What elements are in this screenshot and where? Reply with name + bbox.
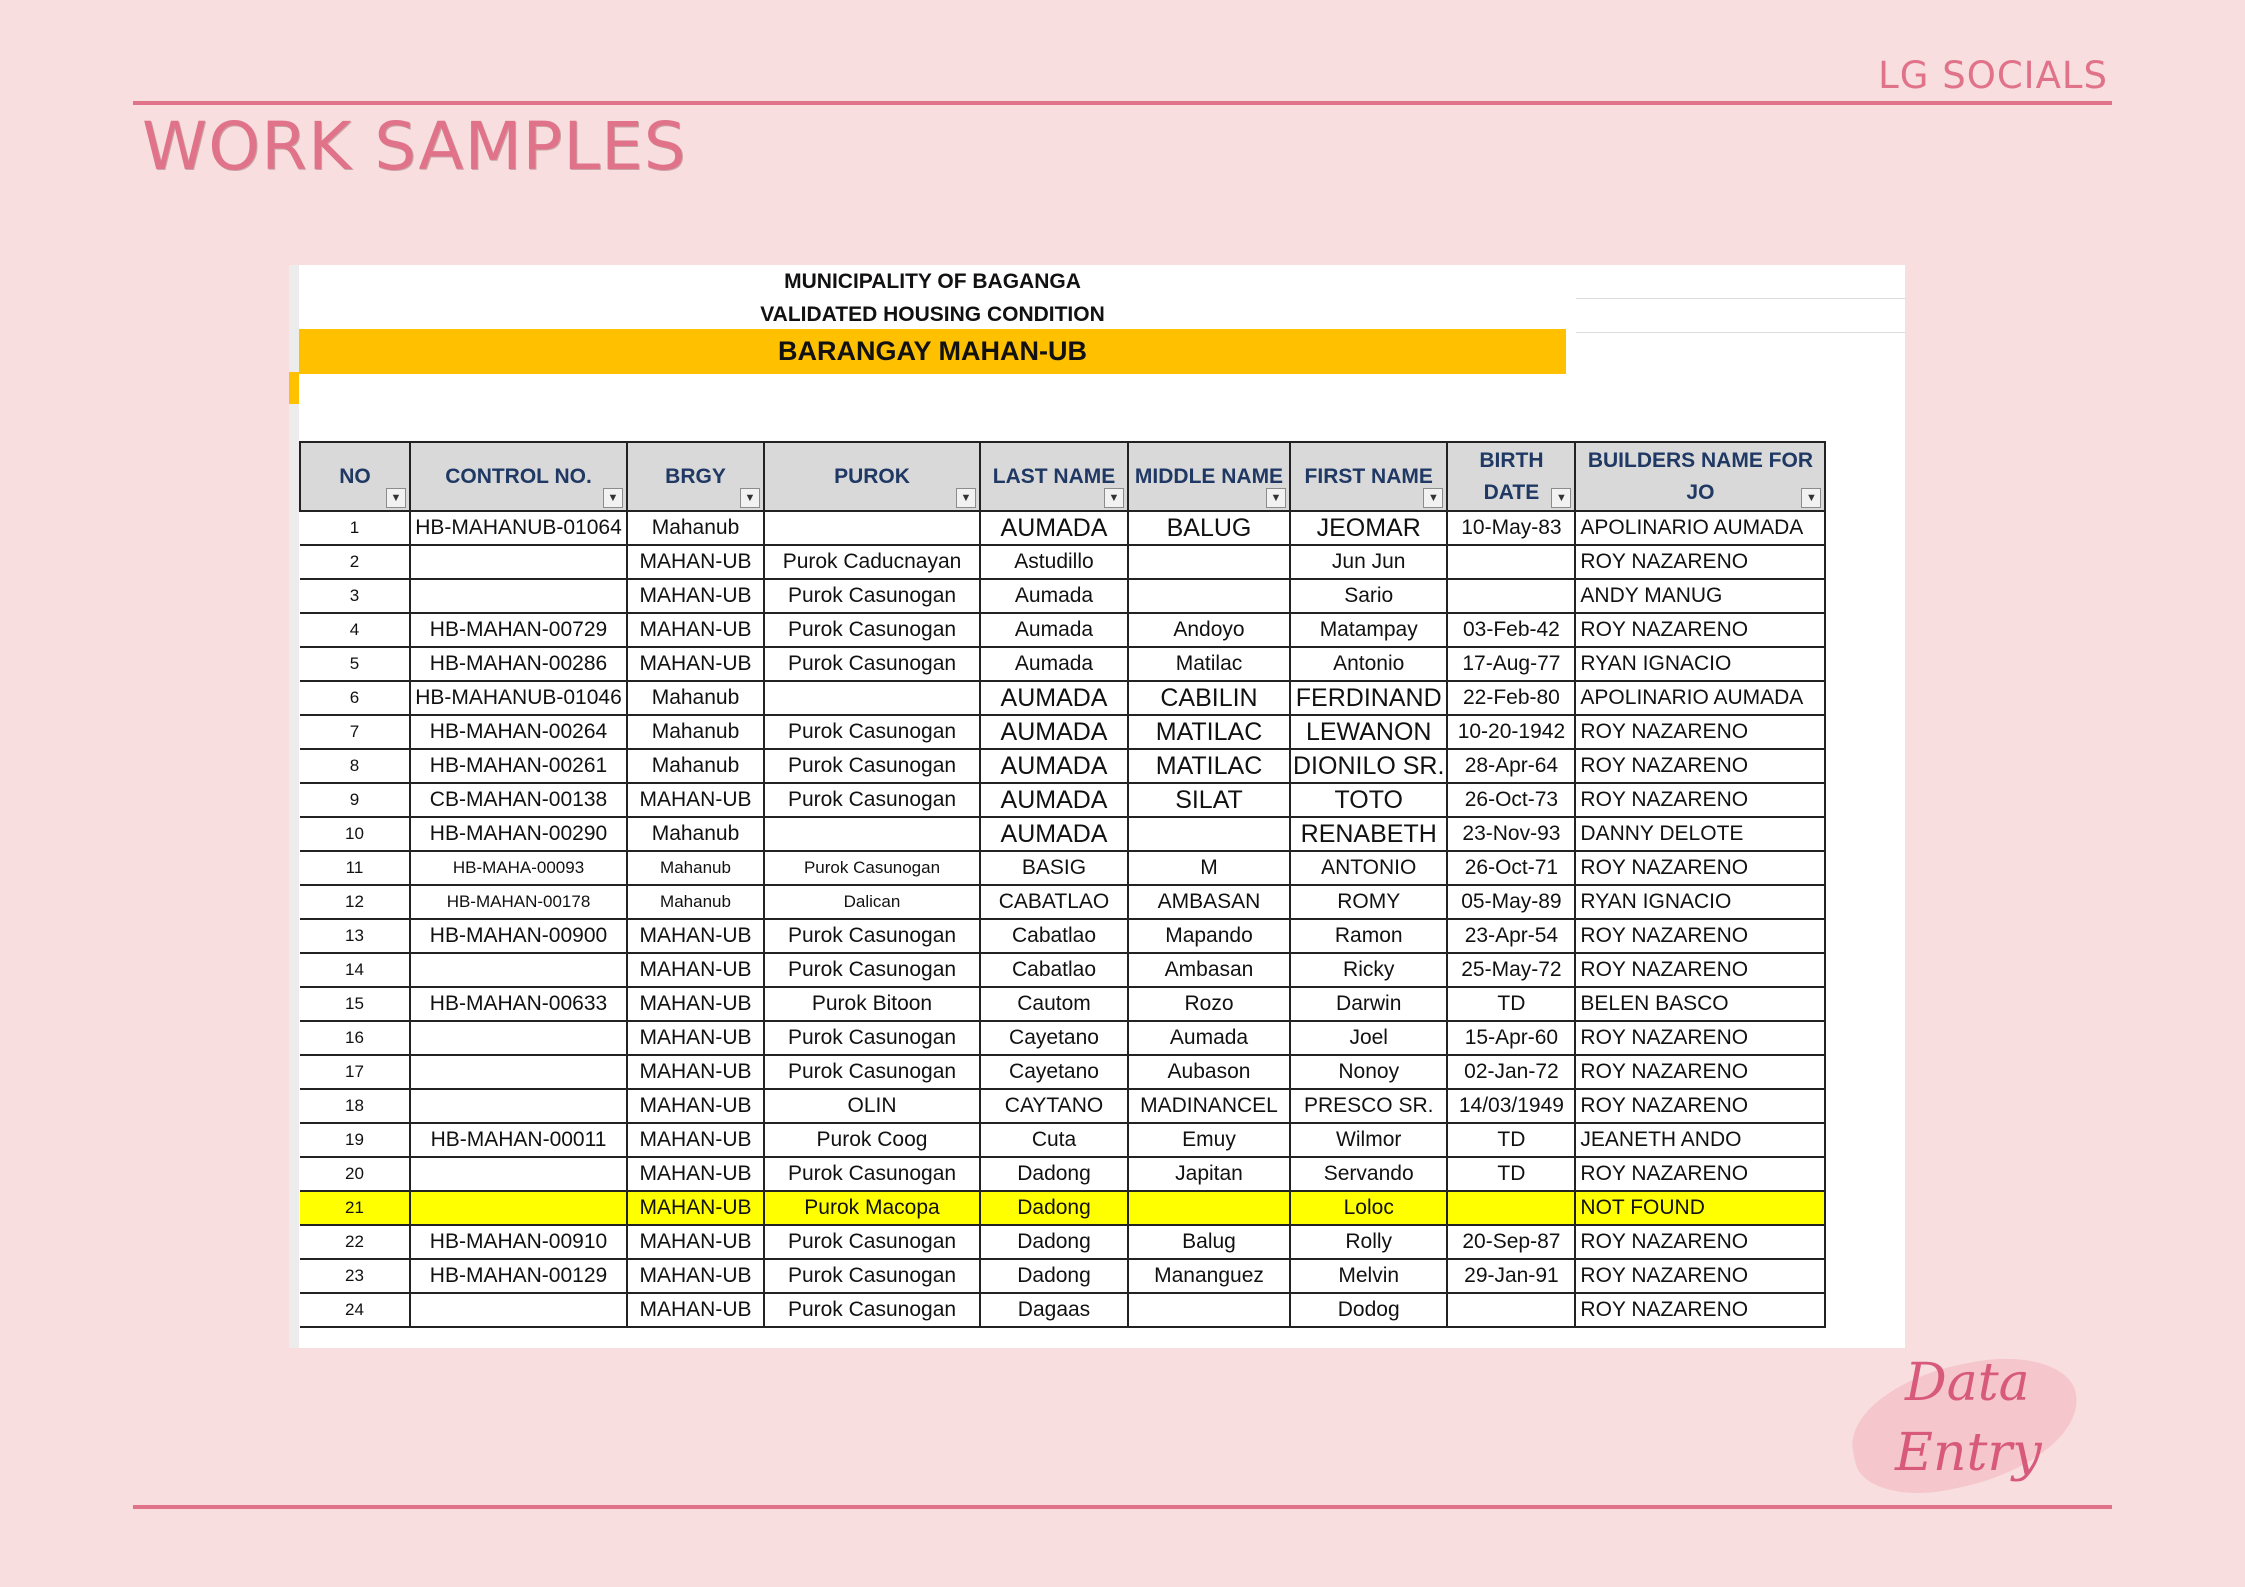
cell-no[interactable]: 3 — [300, 579, 410, 613]
cell-builder[interactable]: ROY NAZARENO — [1575, 1089, 1825, 1123]
cell-birth-date[interactable]: 14/03/1949 — [1447, 1089, 1575, 1123]
cell-no[interactable]: 23 — [300, 1259, 410, 1293]
cell-builder[interactable]: APOLINARIO AUMADA — [1575, 511, 1825, 545]
cell-last-name[interactable]: Astudillo — [980, 545, 1128, 579]
cell-brgy[interactable]: MAHAN-UB — [627, 579, 764, 613]
cell-builder[interactable]: ROY NAZARENO — [1575, 1293, 1825, 1327]
cell-control-no[interactable] — [410, 1089, 627, 1123]
cell-brgy[interactable]: MAHAN-UB — [627, 1259, 764, 1293]
housing-table — [299, 441, 1826, 1328]
cell-last-name[interactable]: Dadong — [980, 1191, 1128, 1225]
cell-purok[interactable]: Purok Caducnayan — [764, 545, 980, 579]
cell-birth-date[interactable] — [1447, 545, 1575, 579]
cell-control-no[interactable] — [410, 1157, 627, 1191]
table-row — [300, 1293, 1825, 1327]
cell-first-name[interactable]: Melvin — [1290, 1259, 1447, 1293]
top-divider — [133, 101, 2112, 105]
column-header-label: BIRTH DATE — [1479, 448, 1544, 504]
cell-birth-date[interactable]: 10-May-83 — [1447, 511, 1575, 545]
cell-last-name[interactable]: Cayetano — [980, 1021, 1128, 1055]
cell-builder[interactable]: ROY NAZARENO — [1575, 1157, 1825, 1191]
cell-middle-name[interactable]: CABILIN — [1128, 681, 1290, 715]
cell-control-no[interactable]: HB-MAHAN-00900 — [410, 919, 627, 953]
stamp-word-entry: Entry — [1895, 1423, 2042, 1483]
cell-builder[interactable]: ROY NAZARENO — [1575, 715, 1825, 749]
cell-last-name[interactable]: Cabatlao — [980, 919, 1128, 953]
cell-no[interactable]: 15 — [300, 987, 410, 1021]
cell-birth-date[interactable]: 29-Jan-91 — [1447, 1259, 1575, 1293]
cell-middle-name[interactable] — [1128, 579, 1290, 613]
cell-no[interactable]: 1 — [300, 511, 410, 545]
cell-first-name[interactable]: PRESCO SR. — [1290, 1089, 1447, 1123]
cell-first-name[interactable]: Matampay — [1290, 613, 1447, 647]
cell-first-name[interactable]: Nonoy — [1290, 1055, 1447, 1089]
cell-no[interactable]: 8 — [300, 749, 410, 783]
cell-first-name[interactable]: Jun Jun — [1290, 545, 1447, 579]
column-header-label: CONTROL NO. — [445, 464, 592, 488]
cell-middle-name[interactable]: Japitan — [1128, 1157, 1290, 1191]
cell-first-name[interactable]: FERDINAND — [1290, 681, 1447, 715]
cell-builder[interactable]: ROY NAZARENO — [1575, 851, 1825, 885]
cell-middle-name[interactable]: M — [1128, 851, 1290, 885]
cell-birth-date[interactable]: 03-Feb-42 — [1447, 613, 1575, 647]
cell-last-name[interactable]: Aumada — [980, 647, 1128, 681]
cell-brgy[interactable]: Mahanub — [627, 749, 764, 783]
cell-birth-date[interactable]: 02-Jan-72 — [1447, 1055, 1575, 1089]
cell-control-no[interactable]: HB-MAHANUB-01046 — [410, 681, 627, 715]
column-header-control-no — [410, 442, 627, 511]
column-header-label: NO — [339, 464, 371, 488]
cell-purok[interactable]: Purok Casunogan — [764, 1259, 980, 1293]
table-row — [300, 919, 1825, 953]
cell-no[interactable]: 13 — [300, 919, 410, 953]
cell-first-name[interactable]: LEWANON — [1290, 715, 1447, 749]
cell-first-name[interactable]: DIONILO SR. — [1290, 749, 1447, 783]
cell-no[interactable]: 21 — [300, 1191, 410, 1225]
cell-birth-date[interactable]: 28-Apr-64 — [1447, 749, 1575, 783]
cell-control-no[interactable]: HB-MAHAN-00011 — [410, 1123, 627, 1157]
cell-no[interactable]: 7 — [300, 715, 410, 749]
cell-purok[interactable]: Purok Casunogan — [764, 953, 980, 987]
cell-purok[interactable]: Purok Bitoon — [764, 987, 980, 1021]
table-row — [300, 1191, 1825, 1225]
cell-control-no[interactable] — [410, 545, 627, 579]
cell-brgy[interactable]: Mahanub — [627, 885, 764, 919]
cell-purok[interactable] — [764, 817, 980, 851]
cell-last-name[interactable]: AUMADA — [980, 817, 1128, 851]
cell-control-no[interactable]: HB-MAHAN-00910 — [410, 1225, 627, 1259]
cell-purok[interactable]: Purok Casunogan — [764, 919, 980, 953]
cell-no[interactable]: 22 — [300, 1225, 410, 1259]
table-header-row — [300, 442, 1825, 511]
cell-control-no[interactable]: HB-MAHANUB-01064 — [410, 511, 627, 545]
cell-last-name[interactable]: Dadong — [980, 1259, 1128, 1293]
cell-control-no[interactable]: HB-MAHAN-00286 — [410, 647, 627, 681]
cell-builder[interactable]: ROY NAZARENO — [1575, 749, 1825, 783]
cell-no[interactable]: 2 — [300, 545, 410, 579]
column-header-brgy — [627, 442, 764, 511]
table-row — [300, 579, 1825, 613]
cell-last-name[interactable]: BASIG — [980, 851, 1128, 885]
table-row — [300, 817, 1825, 851]
table-row — [300, 851, 1825, 885]
cell-brgy[interactable]: Mahanub — [627, 851, 764, 885]
cell-no[interactable]: 11 — [300, 851, 410, 885]
cell-birth-date[interactable]: 20-Sep-87 — [1447, 1225, 1575, 1259]
table-row — [300, 1123, 1825, 1157]
cell-first-name[interactable]: Darwin — [1290, 987, 1447, 1021]
cell-no[interactable]: 16 — [300, 1021, 410, 1055]
cell-gridline — [1576, 332, 1905, 333]
sheet-title-report: VALIDATED HOUSING CONDITION — [760, 303, 1105, 326]
cell-no[interactable]: 12 — [300, 885, 410, 919]
table-row — [300, 1225, 1825, 1259]
column-header-label: PUROK — [834, 464, 910, 488]
filter-dropdown-icon[interactable]: ▼ — [956, 488, 976, 508]
cell-control-no[interactable] — [410, 1055, 627, 1089]
filter-dropdown-icon[interactable]: ▼ — [386, 488, 406, 508]
cell-middle-name[interactable]: Balug — [1128, 1225, 1290, 1259]
spreadsheet-screenshot — [289, 265, 1905, 1348]
cell-birth-date[interactable]: 23-Apr-54 — [1447, 919, 1575, 953]
cell-middle-name[interactable]: MADINANCEL — [1128, 1089, 1290, 1123]
filter-dropdown-icon[interactable]: ▼ — [1266, 488, 1286, 508]
cell-brgy[interactable]: Mahanub — [627, 715, 764, 749]
cell-brgy[interactable]: MAHAN-UB — [627, 647, 764, 681]
cell-brgy[interactable]: MAHAN-UB — [627, 953, 764, 987]
cell-last-name[interactable]: CABATLAO — [980, 885, 1128, 919]
cell-purok[interactable]: Purok Casunogan — [764, 749, 980, 783]
cell-birth-date[interactable]: 15-Apr-60 — [1447, 1021, 1575, 1055]
cell-last-name[interactable]: AUMADA — [980, 783, 1128, 817]
cell-gridline — [1576, 298, 1905, 299]
column-header-label: FIRST NAME — [1304, 464, 1433, 488]
cell-last-name[interactable]: AUMADA — [980, 749, 1128, 783]
cell-birth-date[interactable] — [1447, 579, 1575, 613]
stamp-word-data: Data — [1905, 1353, 2030, 1413]
cell-control-no[interactable] — [410, 1021, 627, 1055]
cell-middle-name[interactable]: Aumada — [1128, 1021, 1290, 1055]
cell-no[interactable]: 14 — [300, 953, 410, 987]
cell-first-name[interactable]: Ricky — [1290, 953, 1447, 987]
column-header-label: BRGY — [665, 464, 726, 488]
cell-birth-date[interactable]: TD — [1447, 1123, 1575, 1157]
cell-birth-date[interactable] — [1447, 1293, 1575, 1327]
cell-builder[interactable]: APOLINARIO AUMADA — [1575, 681, 1825, 715]
row-header-strip — [289, 265, 299, 1348]
cell-middle-name[interactable]: MATILAC — [1128, 715, 1290, 749]
table-row — [300, 545, 1825, 579]
cell-purok[interactable]: Purok Casunogan — [764, 647, 980, 681]
cell-last-name[interactable]: AUMADA — [980, 681, 1128, 715]
cell-purok[interactable]: Purok Casunogan — [764, 1021, 980, 1055]
cell-no[interactable]: 18 — [300, 1089, 410, 1123]
column-header-purok — [764, 442, 980, 511]
cell-middle-name[interactable]: Matilac — [1128, 647, 1290, 681]
cell-last-name[interactable]: CAYTANO — [980, 1089, 1128, 1123]
cell-brgy[interactable]: Mahanub — [627, 511, 764, 545]
cell-last-name[interactable]: Cabatlao — [980, 953, 1128, 987]
cell-no[interactable]: 24 — [300, 1293, 410, 1327]
cell-no[interactable]: 4 — [300, 613, 410, 647]
cell-brgy[interactable]: MAHAN-UB — [627, 783, 764, 817]
table-body — [300, 511, 1825, 1327]
cell-purok[interactable]: OLIN — [764, 1089, 980, 1123]
cell-brgy[interactable]: MAHAN-UB — [627, 1123, 764, 1157]
table-row — [300, 1259, 1825, 1293]
column-header-label: BUILDERS NAME FOR JO — [1587, 448, 1813, 504]
cell-first-name[interactable]: RENABETH — [1290, 817, 1447, 851]
cell-control-no[interactable] — [410, 953, 627, 987]
table-row — [300, 681, 1825, 715]
cell-builder[interactable]: ROY NAZARENO — [1575, 1259, 1825, 1293]
cell-no[interactable]: 10 — [300, 817, 410, 851]
column-header-label: LAST NAME — [992, 464, 1116, 488]
cell-brgy[interactable]: MAHAN-UB — [627, 613, 764, 647]
cell-builder[interactable]: ANDY MANUG — [1575, 579, 1825, 613]
cell-builder[interactable]: RYAN IGNACIO — [1575, 885, 1825, 919]
cell-first-name[interactable]: Loloc — [1290, 1191, 1447, 1225]
cell-middle-name[interactable]: MATILAC — [1128, 749, 1290, 783]
filter-dropdown-icon[interactable]: ▼ — [1423, 488, 1443, 508]
cell-middle-name[interactable] — [1128, 817, 1290, 851]
cell-last-name[interactable]: Cayetano — [980, 1055, 1128, 1089]
cell-control-no[interactable]: HB-MAHAN-00129 — [410, 1259, 627, 1293]
filter-dropdown-icon[interactable]: ▼ — [1801, 488, 1821, 508]
filter-dropdown-icon[interactable]: ▼ — [740, 488, 760, 508]
cell-first-name[interactable]: ANTONIO — [1290, 851, 1447, 885]
cell-purok[interactable]: Purok Casunogan — [764, 1225, 980, 1259]
cell-purok[interactable]: Purok Casunogan — [764, 783, 980, 817]
filter-dropdown-icon[interactable]: ▼ — [603, 488, 623, 508]
table-row — [300, 749, 1825, 783]
cell-first-name[interactable]: Dodog — [1290, 1293, 1447, 1327]
selected-row-marker — [289, 372, 299, 404]
cell-brgy[interactable]: MAHAN-UB — [627, 1191, 764, 1225]
cell-birth-date[interactable]: 23-Nov-93 — [1447, 817, 1575, 851]
cell-builder[interactable]: ROY NAZARENO — [1575, 1055, 1825, 1089]
cell-builder[interactable]: ROY NAZARENO — [1575, 783, 1825, 817]
cell-middle-name[interactable]: Rozo — [1128, 987, 1290, 1021]
cell-first-name[interactable]: Servando — [1290, 1157, 1447, 1191]
cell-builder[interactable]: ROY NAZARENO — [1575, 953, 1825, 987]
cell-last-name[interactable]: Aumada — [980, 613, 1128, 647]
cell-last-name[interactable]: Dagaas — [980, 1293, 1128, 1327]
cell-control-no[interactable]: HB-MAHAN-00633 — [410, 987, 627, 1021]
cell-middle-name[interactable]: Aubason — [1128, 1055, 1290, 1089]
cell-middle-name[interactable] — [1128, 1293, 1290, 1327]
column-header-first-name — [1290, 442, 1447, 511]
cell-builder[interactable]: RYAN IGNACIO — [1575, 647, 1825, 681]
filter-dropdown-icon[interactable]: ▼ — [1104, 488, 1124, 508]
table-row — [300, 613, 1825, 647]
cell-birth-date[interactable]: 26-Oct-73 — [1447, 783, 1575, 817]
table-row — [300, 953, 1825, 987]
cell-brgy[interactable]: MAHAN-UB — [627, 919, 764, 953]
table-row — [300, 1021, 1825, 1055]
cell-brgy[interactable]: Mahanub — [627, 681, 764, 715]
column-header-birth-date — [1447, 442, 1575, 511]
table-row — [300, 783, 1825, 817]
cell-brgy[interactable]: MAHAN-UB — [627, 987, 764, 1021]
table-row — [300, 715, 1825, 749]
cell-birth-date[interactable]: TD — [1447, 987, 1575, 1021]
cell-last-name[interactable]: AUMADA — [980, 715, 1128, 749]
cell-purok[interactable]: Purok Casunogan — [764, 579, 980, 613]
cell-no[interactable]: 17 — [300, 1055, 410, 1089]
cell-last-name[interactable]: AUMADA — [980, 511, 1128, 545]
cell-builder[interactable]: ROY NAZARENO — [1575, 613, 1825, 647]
data-entry-stamp — [1840, 1345, 2090, 1535]
cell-control-no[interactable]: HB-MAHAN-00264 — [410, 715, 627, 749]
cell-middle-name[interactable]: Mananguez — [1128, 1259, 1290, 1293]
cell-purok[interactable]: Purok Casunogan — [764, 1157, 980, 1191]
cell-builder[interactable]: ROY NAZARENO — [1575, 1225, 1825, 1259]
cell-brgy[interactable]: MAHAN-UB — [627, 1157, 764, 1191]
cell-control-no[interactable]: HB-MAHA-00093 — [410, 851, 627, 885]
cell-purok[interactable]: Purok Macopa — [764, 1191, 980, 1225]
cell-brgy[interactable]: MAHAN-UB — [627, 1055, 764, 1089]
cell-first-name[interactable]: Wilmor — [1290, 1123, 1447, 1157]
cell-purok[interactable]: Purok Casunogan — [764, 715, 980, 749]
cell-middle-name[interactable]: Mapando — [1128, 919, 1290, 953]
cell-builder[interactable]: ROY NAZARENO — [1575, 919, 1825, 953]
cell-middle-name[interactable] — [1128, 545, 1290, 579]
cell-builder[interactable]: NOT FOUND — [1575, 1191, 1825, 1225]
cell-control-no[interactable]: HB-MAHAN-00178 — [410, 885, 627, 919]
cell-last-name[interactable]: Cuta — [980, 1123, 1128, 1157]
cell-last-name[interactable]: Cautom — [980, 987, 1128, 1021]
cell-builder[interactable]: ROY NAZARENO — [1575, 1021, 1825, 1055]
cell-purok[interactable]: Purok Casunogan — [764, 1293, 980, 1327]
cell-birth-date[interactable]: 17-Aug-77 — [1447, 647, 1575, 681]
page-title: WORK SAMPLES — [142, 108, 687, 185]
cell-purok[interactable] — [764, 511, 980, 545]
cell-brgy[interactable]: Mahanub — [627, 817, 764, 851]
cell-middle-name[interactable]: SILAT — [1128, 783, 1290, 817]
cell-no[interactable]: 5 — [300, 647, 410, 681]
cell-purok[interactable]: Dalican — [764, 885, 980, 919]
cell-last-name[interactable]: Dadong — [980, 1225, 1128, 1259]
column-header-no — [300, 442, 410, 511]
cell-birth-date[interactable]: 25-May-72 — [1447, 953, 1575, 987]
cell-middle-name[interactable]: Andoyo — [1128, 613, 1290, 647]
cell-brgy[interactable]: MAHAN-UB — [627, 1225, 764, 1259]
cell-birth-date[interactable]: 22-Feb-80 — [1447, 681, 1575, 715]
column-header-last-name — [980, 442, 1128, 511]
cell-middle-name[interactable]: AMBASAN — [1128, 885, 1290, 919]
cell-no[interactable]: 19 — [300, 1123, 410, 1157]
cell-first-name[interactable]: ROMY — [1290, 885, 1447, 919]
barangay-banner: BARANGAY MAHAN-UB — [299, 329, 1566, 374]
cell-brgy[interactable]: MAHAN-UB — [627, 1021, 764, 1055]
filter-dropdown-icon[interactable]: ▼ — [1551, 488, 1571, 508]
cell-no[interactable]: 20 — [300, 1157, 410, 1191]
cell-purok[interactable]: Purok Casunogan — [764, 851, 980, 885]
cell-purok[interactable]: Purok Casunogan — [764, 1055, 980, 1089]
cell-first-name[interactable]: Antonio — [1290, 647, 1447, 681]
sheet-title-municipality: MUNICIPALITY OF BAGANGA — [784, 270, 1081, 293]
cell-purok[interactable] — [764, 681, 980, 715]
cell-last-name[interactable]: Dadong — [980, 1157, 1128, 1191]
table-row — [300, 1089, 1825, 1123]
cell-builder[interactable]: ROY NAZARENO — [1575, 545, 1825, 579]
brand-name: LG SOCIALS — [1878, 54, 2108, 97]
table-row — [300, 1055, 1825, 1089]
column-header-builder — [1575, 442, 1825, 511]
cell-first-name[interactable]: TOTO — [1290, 783, 1447, 817]
cell-purok[interactable]: Purok Coog — [764, 1123, 980, 1157]
cell-first-name[interactable]: Sario — [1290, 579, 1447, 613]
cell-first-name[interactable]: JEOMAR — [1290, 511, 1447, 545]
cell-builder[interactable]: BELEN BASCO — [1575, 987, 1825, 1021]
cell-middle-name[interactable] — [1128, 1191, 1290, 1225]
cell-brgy[interactable]: MAHAN-UB — [627, 545, 764, 579]
table-row — [300, 987, 1825, 1021]
table-row — [300, 1157, 1825, 1191]
cell-control-no[interactable] — [410, 1191, 627, 1225]
table-row — [300, 647, 1825, 681]
bottom-divider — [133, 1505, 2112, 1509]
cell-middle-name[interactable]: Emuy — [1128, 1123, 1290, 1157]
cell-brgy[interactable]: MAHAN-UB — [627, 1089, 764, 1123]
cell-control-no[interactable] — [410, 579, 627, 613]
cell-birth-date[interactable] — [1447, 1191, 1575, 1225]
cell-birth-date[interactable]: 10-20-1942 — [1447, 715, 1575, 749]
cell-purok[interactable]: Purok Casunogan — [764, 613, 980, 647]
table-row — [300, 885, 1825, 919]
cell-last-name[interactable]: Aumada — [980, 579, 1128, 613]
cell-control-no[interactable]: HB-MAHAN-00290 — [410, 817, 627, 851]
cell-birth-date[interactable]: 05-May-89 — [1447, 885, 1575, 919]
cell-builder[interactable]: JEANETH ANDO — [1575, 1123, 1825, 1157]
cell-first-name[interactable]: Rolly — [1290, 1225, 1447, 1259]
cell-control-no[interactable]: HB-MAHAN-00729 — [410, 613, 627, 647]
cell-builder[interactable]: DANNY DELOTE — [1575, 817, 1825, 851]
cell-first-name[interactable]: Joel — [1290, 1021, 1447, 1055]
cell-first-name[interactable]: Ramon — [1290, 919, 1447, 953]
table-row — [300, 511, 1825, 545]
cell-middle-name[interactable]: Ambasan — [1128, 953, 1290, 987]
cell-middle-name[interactable]: BALUG — [1128, 511, 1290, 545]
cell-control-no[interactable]: CB-MAHAN-00138 — [410, 783, 627, 817]
cell-control-no[interactable]: HB-MAHAN-00261 — [410, 749, 627, 783]
cell-birth-date[interactable]: TD — [1447, 1157, 1575, 1191]
cell-birth-date[interactable]: 26-Oct-71 — [1447, 851, 1575, 885]
column-header-middle-name — [1128, 442, 1290, 511]
cell-brgy[interactable]: MAHAN-UB — [627, 1293, 764, 1327]
cell-control-no[interactable] — [410, 1293, 627, 1327]
column-header-label: MIDDLE NAME — [1134, 464, 1284, 488]
cell-no[interactable]: 9 — [300, 783, 410, 817]
cell-no[interactable]: 6 — [300, 681, 410, 715]
